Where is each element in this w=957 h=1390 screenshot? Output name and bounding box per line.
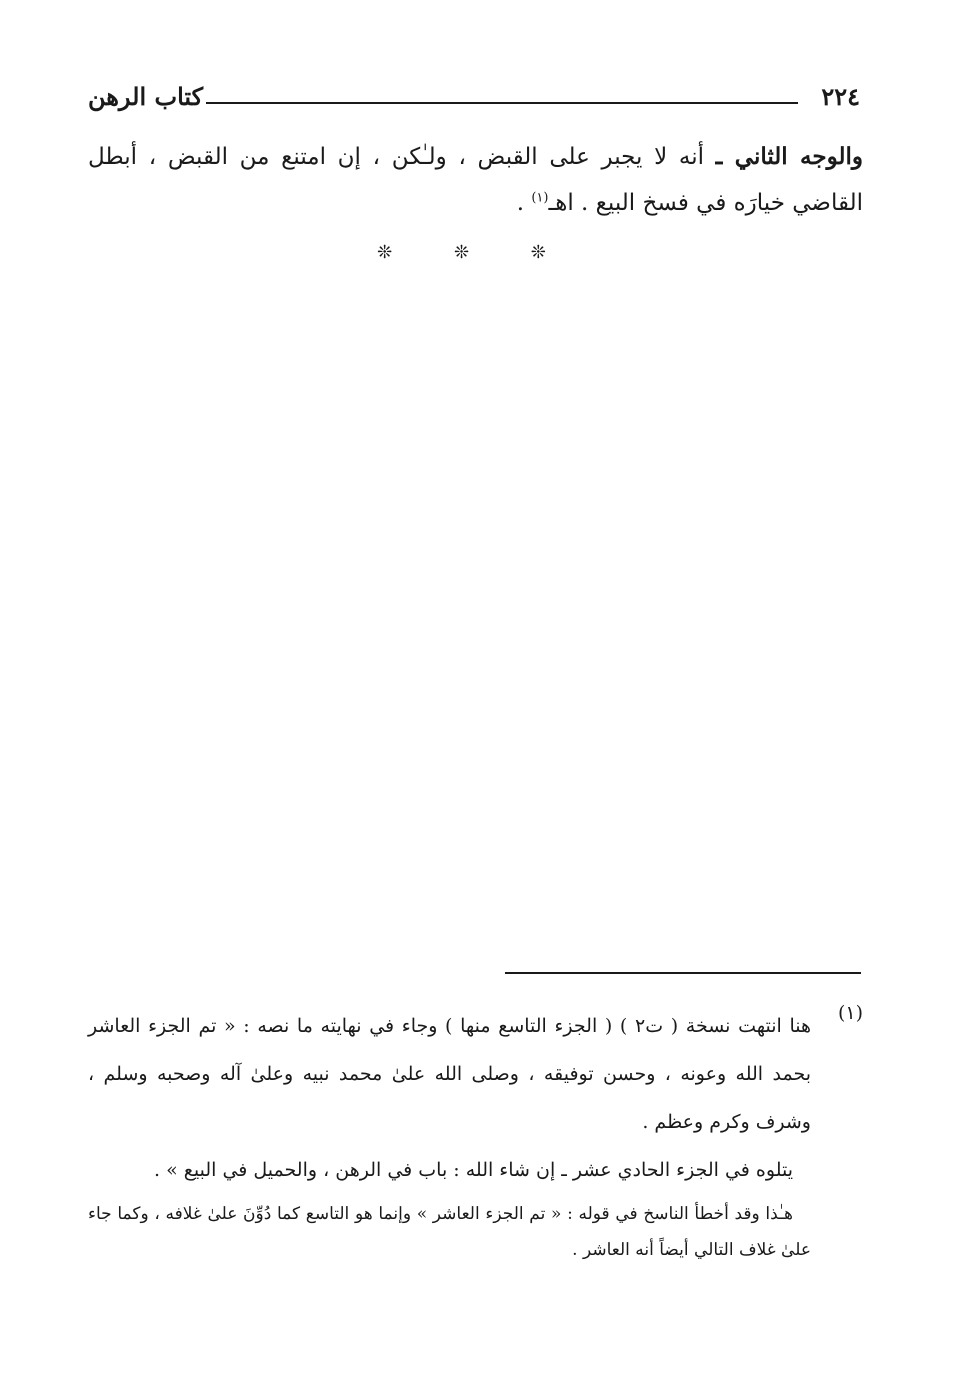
footnote-number: (١)	[837, 1002, 863, 1024]
page-header	[88, 82, 860, 122]
header-rule	[206, 102, 798, 104]
footnote	[88, 1002, 863, 1268]
footnote-reference: (١)	[531, 190, 549, 206]
paragraph-text: أنه لا يجبر على القبض ، ولـٰكن ، إن امتنع من القبض ، أبطل القاضي خيارَه في فسخ البيع . اهـ	[88, 144, 863, 216]
paragraph-end: .	[516, 190, 532, 216]
section-separator: ❊ ❊ ❊	[377, 242, 574, 263]
footnote-paragraph-3: هـٰذا وقد أخطأ الناسخ في قوله : « تم الجزء العاشر » وإنما هو التاسع كما دُوِّنَ علىٰ غلافه ، وكما جاء علىٰ غلاف التالي أيضاً أنه العاشر .	[88, 1204, 811, 1260]
footnote-rule	[505, 972, 861, 974]
footnote-paragraph-1: هنا انتهت نسخة ( ت٢ ) ( الجزء التاسع منها ) وجاء في نهايته ما نصه : « تم الجزء العاشر بحمد الله وعونه ، وحسن توفيقه ، وصلى الله علىٰ محمد نبيه وعلىٰ آله وصحبه وسلم ، وشرف وكرم وعظم .	[88, 1015, 812, 1133]
running-title: كتاب الرهن	[88, 82, 204, 111]
footnote-body	[88, 1002, 811, 1268]
footnote-paragraph-2: يتلوه في الجزء الحادي عشر ـ إن شاء الله : باب في الرهن ، والحميل في البيع » .	[154, 1159, 793, 1181]
main-paragraph	[88, 134, 863, 226]
page-number: ٢٢٤	[821, 82, 860, 111]
bold-lead: والوجه الثاني ـ	[715, 143, 863, 170]
